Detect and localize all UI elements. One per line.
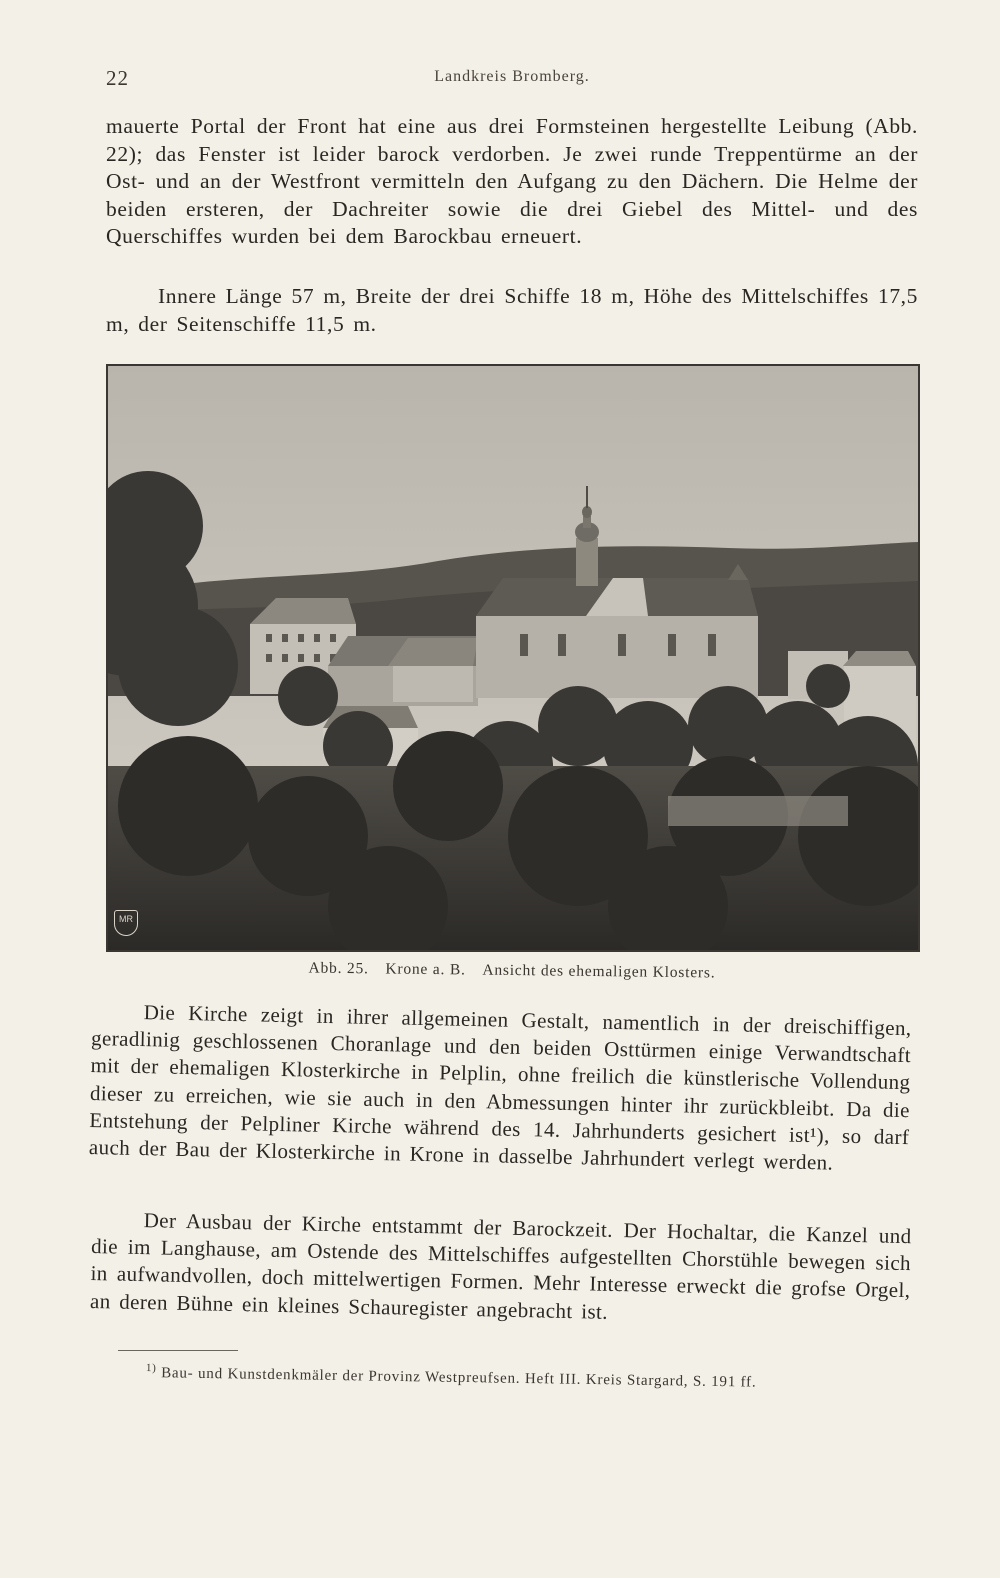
paragraph-baroque: Der Ausbau der Kirche entstammt der Barockzeit. Der Hochaltar, die Kanzel und die im Langhause, am Ostende des Mittelschiffes aufgestellten Chorstühle bewegen sich in aufwandvollen, doch mittelwertigen Formen. Mehr Interesse erweckt die grofse Orgel, an deren Bühne ein kleines Schauregister angebracht ist. [89, 1208, 912, 1324]
paragraph-comparison: Die Kirche zeigt in ihrer allgemeinen Gestalt, namentlich in der dreischiffigen, geradlinig geschlossenen Choranlage und den beiden Osttürmen einige Verwandtschaft mit der ehemaligen Klosterkirche in Pelplin, ohne freilich die künstlerische Vollendung dieser zu erreichen, wie sie auch in den Abmessungen hinter ihr zurückbleibt. Da die Entstehung der Pelpliner Kirche während des 14. Jahrhunderts gesichert ist¹), so darf auch der Bau der Klosterkirche in Krone in dasselbe Jahrhundert verlegt werden. [88, 1000, 912, 1175]
page-header [106, 66, 918, 96]
footnote-marker: 1) [145, 1362, 157, 1375]
publisher-monogram: MR [114, 910, 138, 936]
figure-monastery-photo [106, 364, 920, 952]
paragraph-dimensions: Innere Länge 57 m, Breite der drei Schiffe 18 m, Höhe des Mittelschiffes 17,5 m, der Seitenschiffe 11,5 m. [106, 284, 918, 336]
footnote-rule [118, 1350, 238, 1351]
caption-title: Ansicht des ehemaligen Klosters. [482, 961, 716, 982]
running-title: Landkreis Bromberg. [434, 68, 590, 85]
page-number: 22 [106, 66, 129, 90]
caption-label: Abb. 25. [308, 959, 369, 978]
caption-place: Krone a. B. [385, 960, 466, 979]
monastery-photo-illustration [108, 366, 918, 950]
footnote [146, 1362, 916, 1394]
figure-caption [106, 957, 918, 985]
paragraph-portal: mauerte Portal der Front hat eine aus drei Formsteinen hergestellte Leibung (Abb. 22); das Fenster ist leider barock verdorben. Je zwei runde Treppentürme an der Ost- und an der Westfront vermitteln den Aufgang zu den Dächern. Die Helme der beiden ersteren, der Dachreiter sowie die drei Giebel des Mittel- und des Querschiffes wurden bei dem Barockbau erneuert. [106, 114, 918, 248]
footnote-text: Bau- und Kunstdenkmäler der Provinz Westpreufsen. Heft III. Kreis Stargard, S. 191 ff. [161, 1365, 757, 1391]
